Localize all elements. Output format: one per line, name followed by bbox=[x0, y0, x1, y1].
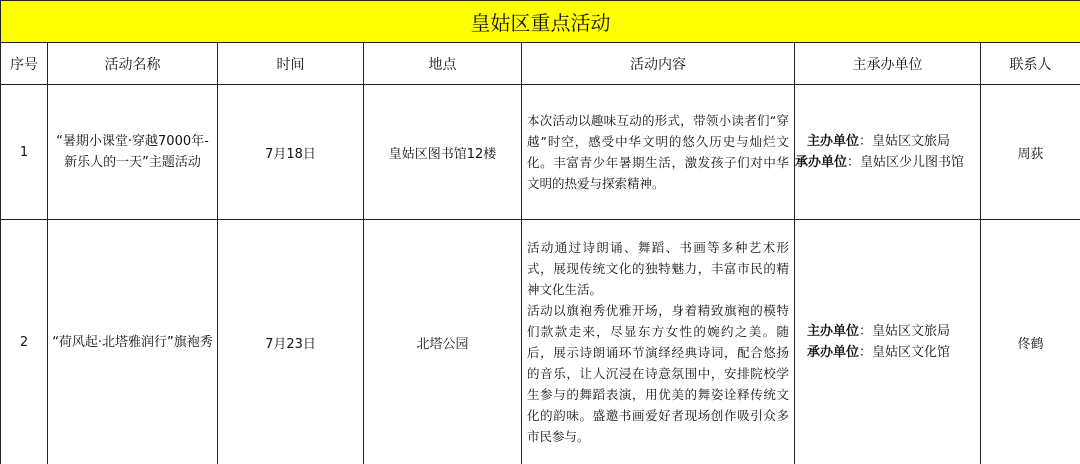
header-row bbox=[1, 43, 1080, 85]
row-contact: 周荻 bbox=[981, 85, 1080, 220]
host-label: 主办单位 bbox=[807, 324, 860, 339]
header-organizer: 主承办单位 bbox=[795, 43, 981, 85]
header-name: 活动名称 bbox=[48, 43, 218, 85]
host-label: 主办单位 bbox=[807, 134, 860, 149]
row-organizer bbox=[795, 220, 981, 464]
host-line bbox=[807, 321, 976, 342]
table-row bbox=[1, 220, 1080, 464]
row-time: 7月23日 bbox=[218, 220, 364, 464]
content-paragraph: 活动通过诗朗诵、舞蹈、书画等多种艺术形式，展现传统文化的独特魅力，丰富市民的精神文化生活。 bbox=[527, 240, 789, 297]
undertaker-value: ：皇姑区少儿图书馆 bbox=[847, 155, 965, 170]
row-content bbox=[522, 220, 795, 464]
host-value: ：皇姑区文旅局 bbox=[859, 134, 951, 149]
table-row bbox=[1, 85, 1080, 220]
content-paragraph: 本次活动以趣味互动的形式，带领小读者们“穿越”时空，感受中华文明的悠久历史与灿烂文化。丰富青少年暑期生活，激发孩子们对中华文明的热爱与探索精神。 bbox=[527, 113, 789, 191]
row-activity-name: “荷风起·北塔雅润行”旗袍秀 bbox=[48, 220, 218, 464]
row-index: 1 bbox=[1, 85, 48, 220]
header-index: 序号 bbox=[1, 43, 48, 85]
row-contact: 佟鹤 bbox=[981, 220, 1080, 464]
header-content: 活动内容 bbox=[522, 43, 795, 85]
title-row bbox=[1, 1, 1080, 43]
row-activity-name: “暑期小课堂·穿越7000年-新乐人的一天”主题活动 bbox=[48, 85, 218, 220]
host-line bbox=[807, 131, 976, 152]
undertaker-label: 承办单位 bbox=[807, 345, 860, 360]
row-index: 2 bbox=[1, 220, 48, 464]
undertaker-value: ：皇姑区文化馆 bbox=[859, 345, 951, 360]
undertaker-line bbox=[807, 342, 976, 363]
row-organizer bbox=[795, 85, 981, 220]
row-time: 7月18日 bbox=[218, 85, 364, 220]
header-place: 地点 bbox=[364, 43, 522, 85]
host-value: ：皇姑区文旅局 bbox=[859, 324, 951, 339]
undertaker-line bbox=[795, 152, 976, 173]
row-content bbox=[522, 85, 795, 220]
content-paragraph: 活动以旗袍秀优雅开场，身着精致旗袍的模特们款款走来，尽显东方女性的婉约之美。随后，展示诗朗诵环节演绎经典诗词，配合悠扬的音乐，让人沉浸在诗意氛围中，安排院校学生参与的舞蹈表演，用优美的舞姿诠释传统文化的韵味。盛邀书画爱好者现场创作吸引众多市民参与。 bbox=[527, 303, 789, 444]
header-time: 时间 bbox=[218, 43, 364, 85]
header-contact: 联系人 bbox=[981, 43, 1080, 85]
table-title: 皇姑区重点活动 bbox=[1, 1, 1080, 43]
undertaker-label: 承办单位 bbox=[795, 155, 848, 170]
row-place: 北塔公园 bbox=[364, 220, 522, 464]
row-place: 皇姑区图书馆12楼 bbox=[364, 85, 522, 220]
